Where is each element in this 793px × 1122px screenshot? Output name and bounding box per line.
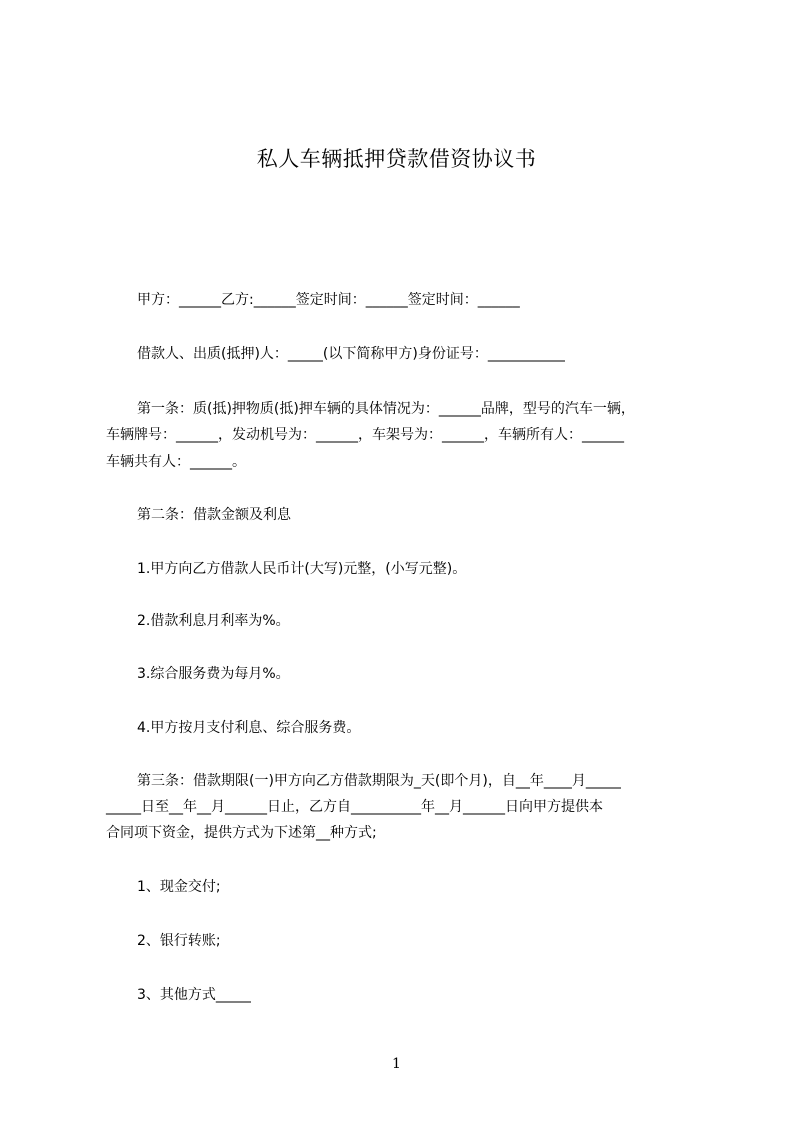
article2-item: 1.甲方向乙方借款人民币计(大写)元整，(小写元整)。 xyxy=(137,561,467,577)
page-number: 1 xyxy=(392,1056,401,1072)
article2-item: 4.甲方按月支付利息、综合服务费。 xyxy=(137,720,361,736)
payment-method-item: 2、银行转账; xyxy=(137,933,221,949)
article1-line: 第一条：质(抵)押物质(抵)押车辆的具体情况为：______品牌，型号的汽车一辆， xyxy=(137,401,635,417)
article3-line: _____日至__年__月______日止，乙方自__________年__月______日向甲方提供本 xyxy=(106,799,603,815)
article3-line: 合同项下资金，提供方式为下述第__种方式; xyxy=(106,825,377,841)
article2-item: 2.借款利息月利率为%。 xyxy=(137,613,290,629)
payment-method-item: 3、其他方式_____ xyxy=(137,987,251,1003)
article1-line: 车辆共有人：______。 xyxy=(106,454,246,470)
borrower-line: 借款人、出质(抵押)人：_____(以下简称甲方)身份证号：___________ xyxy=(137,346,565,362)
payment-method-item: 1、现金交付; xyxy=(137,879,221,895)
article2-heading: 第二条：借款金额及利息 xyxy=(137,507,291,523)
document-title: 私人车辆抵押贷款借资协议书 xyxy=(256,147,537,171)
article3-line: 第三条：借款期限(一)甲方向乙方借款期限为_天(即个月)，自__年____月_____ xyxy=(137,773,621,789)
article1-line: 车辆牌号：______，发动机号为：______，车架号为：______，车辆所有人：______ xyxy=(106,427,624,443)
parties-line: 甲方：______乙方:______签定时间：______签定时间：______ xyxy=(137,292,520,308)
article2-item: 3.综合服务费为每月%。 xyxy=(137,666,290,682)
